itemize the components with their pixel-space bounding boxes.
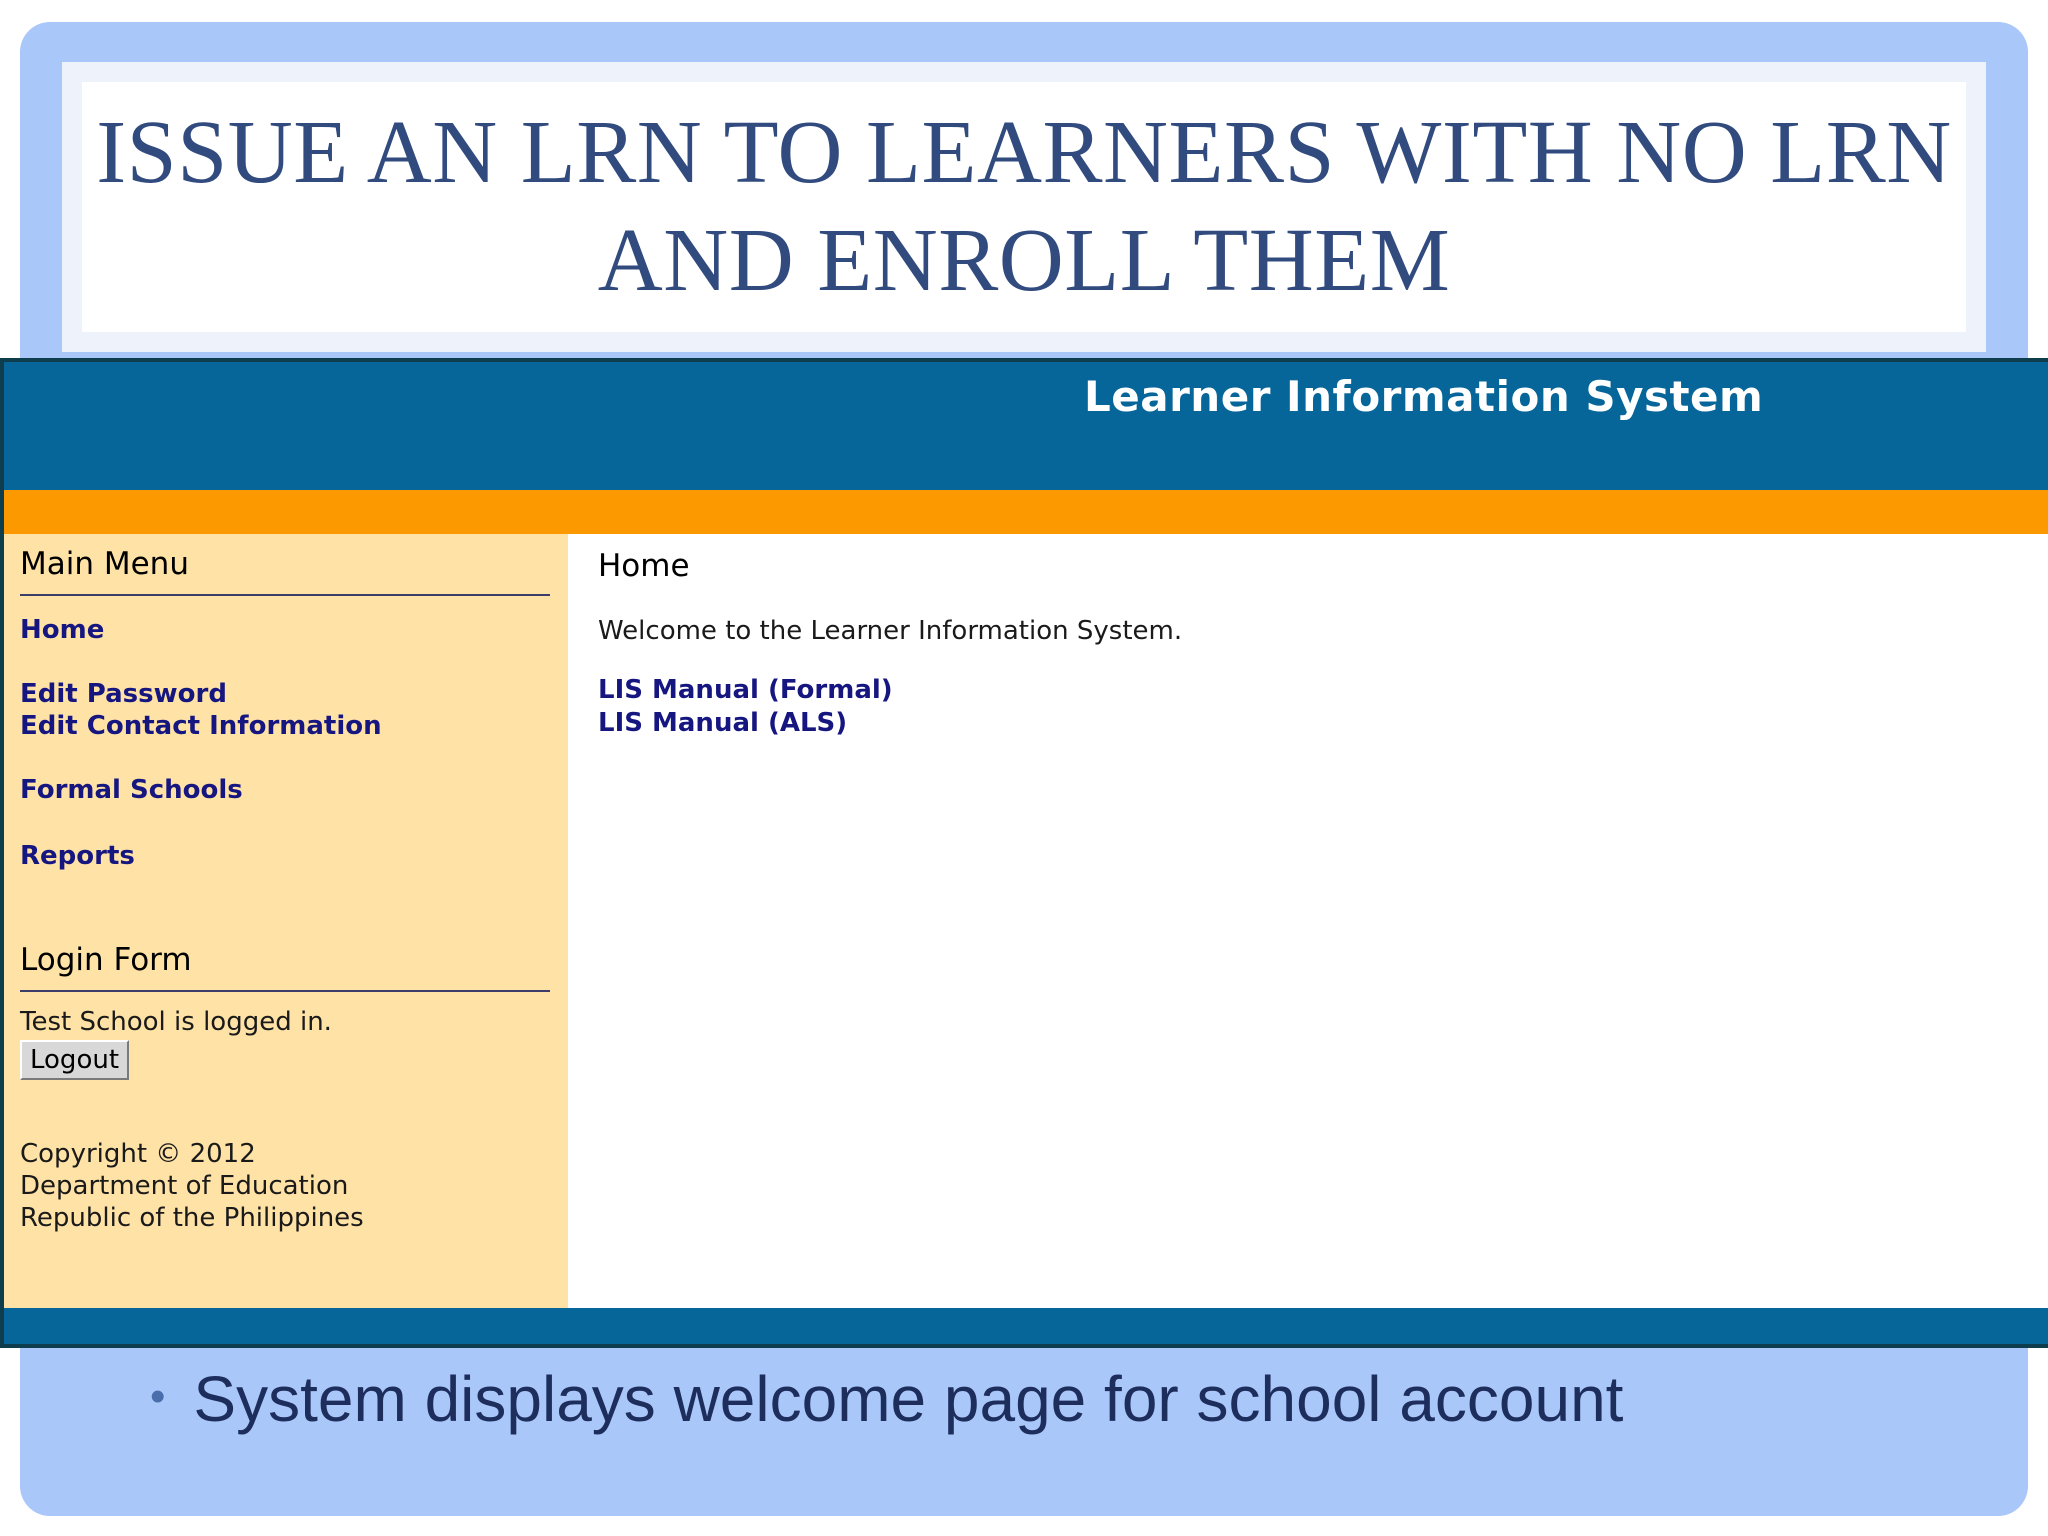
bullet-dot-icon: • [150, 1372, 166, 1421]
app-title: Learner Information System [1084, 372, 1764, 421]
manual-links [598, 674, 893, 740]
sidebar-item-formal-schools[interactable]: Formal Schools [20, 775, 243, 805]
republic-line: Republic of the Philippines [20, 1203, 364, 1233]
department-line: Department of Education [20, 1171, 349, 1201]
lis-screenshot [0, 358, 2048, 1348]
orange-divider-bar [4, 490, 2048, 534]
slide-title-box [62, 62, 1986, 352]
login-form-heading: Login Form [20, 942, 550, 992]
welcome-text: Welcome to the Learner Information System. [598, 616, 1183, 646]
sidebar [4, 534, 568, 1308]
copyright-block [20, 1138, 552, 1234]
login-status: Test School is logged in. [20, 1007, 332, 1037]
main-content [568, 534, 2048, 1308]
sidebar-item-edit-contact-information[interactable]: Edit Contact Information [20, 711, 382, 741]
sidebar-item-reports[interactable]: Reports [20, 841, 135, 871]
lis-footer-bar [4, 1308, 2048, 1348]
sidebar-item-edit-password[interactable]: Edit Password [20, 679, 227, 709]
copyright-line: Copyright © 2012 [20, 1139, 256, 1169]
bullet-text: System displays welcome page for school account [193, 1363, 1624, 1435]
main-menu-heading: Main Menu [20, 546, 550, 596]
slide-bullet [150, 1362, 1623, 1436]
main-menu [20, 614, 552, 872]
logout-button[interactable]: Logout [20, 1040, 129, 1080]
lis-header [4, 362, 2048, 490]
lis-manual-formal-link[interactable]: LIS Manual (Formal) [598, 675, 893, 705]
lis-manual-als-link[interactable]: LIS Manual (ALS) [598, 708, 848, 738]
content-heading: Home [598, 548, 690, 584]
sidebar-item-home[interactable]: Home [20, 615, 105, 645]
slide-title: ISSUE AN LRN TO LEARNERS WITH NO LRN AND ENROLL THEM [96, 103, 1952, 310]
